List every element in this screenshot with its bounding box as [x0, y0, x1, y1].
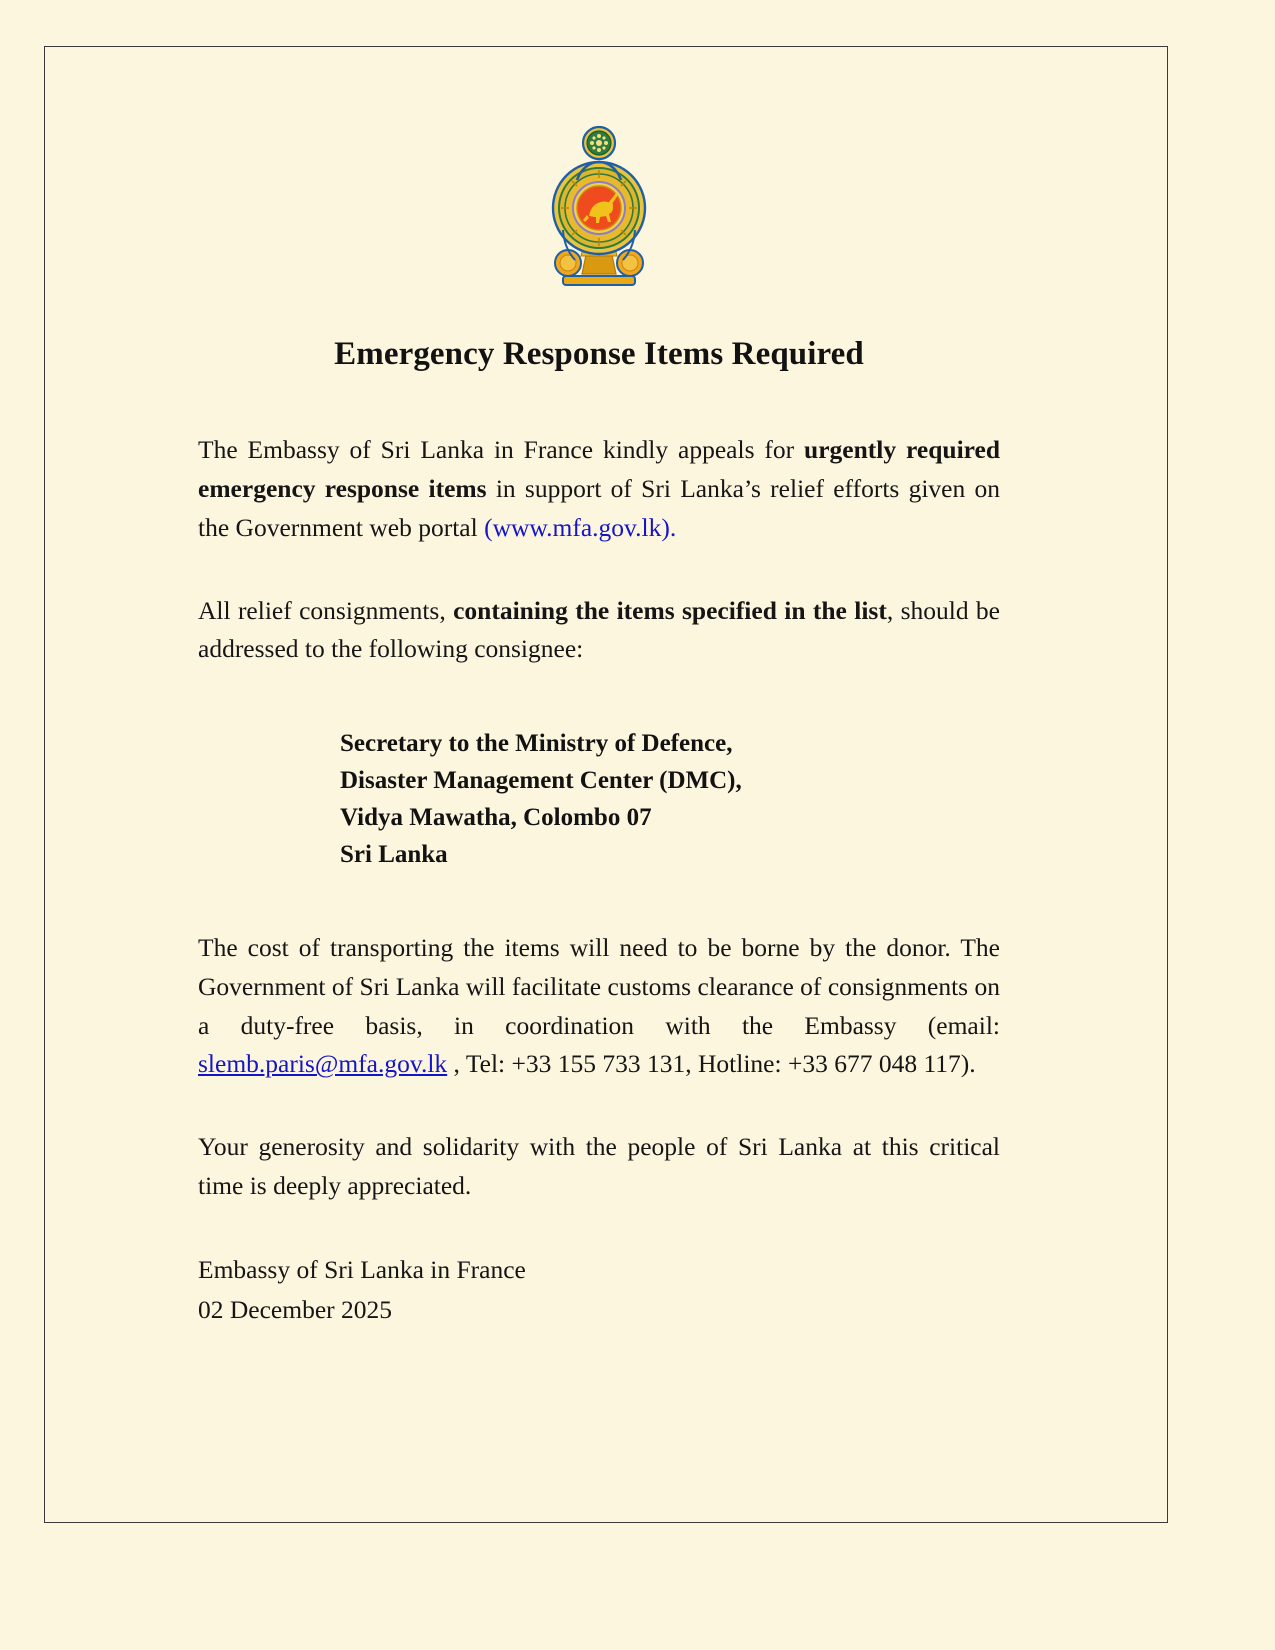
appeal-paragraph	[198, 431, 1000, 547]
transport-text-part1: The cost of transporting the items will need to be borne by the donor. The Government of Sri Lanka will facilitate customs clearance of consignments on a duty-free basis, in coordination with the Embassy (email:	[198, 933, 1000, 1040]
address-line: Disaster Management Center (DMC),	[340, 767, 742, 794]
address-line: Vidya Mawatha, Colombo 07	[340, 804, 652, 831]
consignee-address-block	[340, 725, 1000, 873]
signature-date: 02 December 2025	[198, 1295, 393, 1325]
appeal-bold-phrase: urgently required emergency response items	[198, 435, 1001, 503]
address-line: Secretary to the Ministry of Defence,	[340, 730, 733, 757]
appeal-text-part2: in support of Sri Lanka’s relief efforts given on the Government web portal	[198, 474, 1001, 542]
gratitude-paragraph: Your generosity and solidarity with the people of Sri Lanka at this critical time is deeply appreciated.	[198, 1132, 1000, 1200]
appeal-text-part1: The Embassy of Sri Lanka in France kindly appeals for	[198, 435, 805, 465]
mfa-portal-link[interactable]: (www.mfa.gov.lk).	[484, 512, 677, 542]
address-line: Sri Lanka	[340, 841, 448, 868]
embassy-email-link[interactable]: slemb.paris@mfa.gov.lk	[198, 1049, 448, 1079]
consignment-text-part1: All relief consignments,	[198, 595, 454, 625]
transport-text-part2: , Tel: +33 155 733 131, Hotline: +33 677 048 117).	[447, 1049, 976, 1079]
emblem-container	[198, 120, 1000, 288]
consignment-text-part2: , should be addressed to the following consignee:	[198, 595, 1001, 664]
signature-organisation: Embassy of Sri Lanka in France	[198, 1254, 526, 1284]
document-content	[198, 120, 1000, 1331]
page-title: Emergency Response Items Required	[334, 336, 864, 372]
consignment-bold-phrase: containing the items specified in the list	[453, 595, 887, 625]
consignment-paragraph	[198, 592, 1000, 670]
sri-lanka-national-emblem-icon	[539, 120, 659, 288]
transport-cost-paragraph	[198, 929, 1000, 1084]
